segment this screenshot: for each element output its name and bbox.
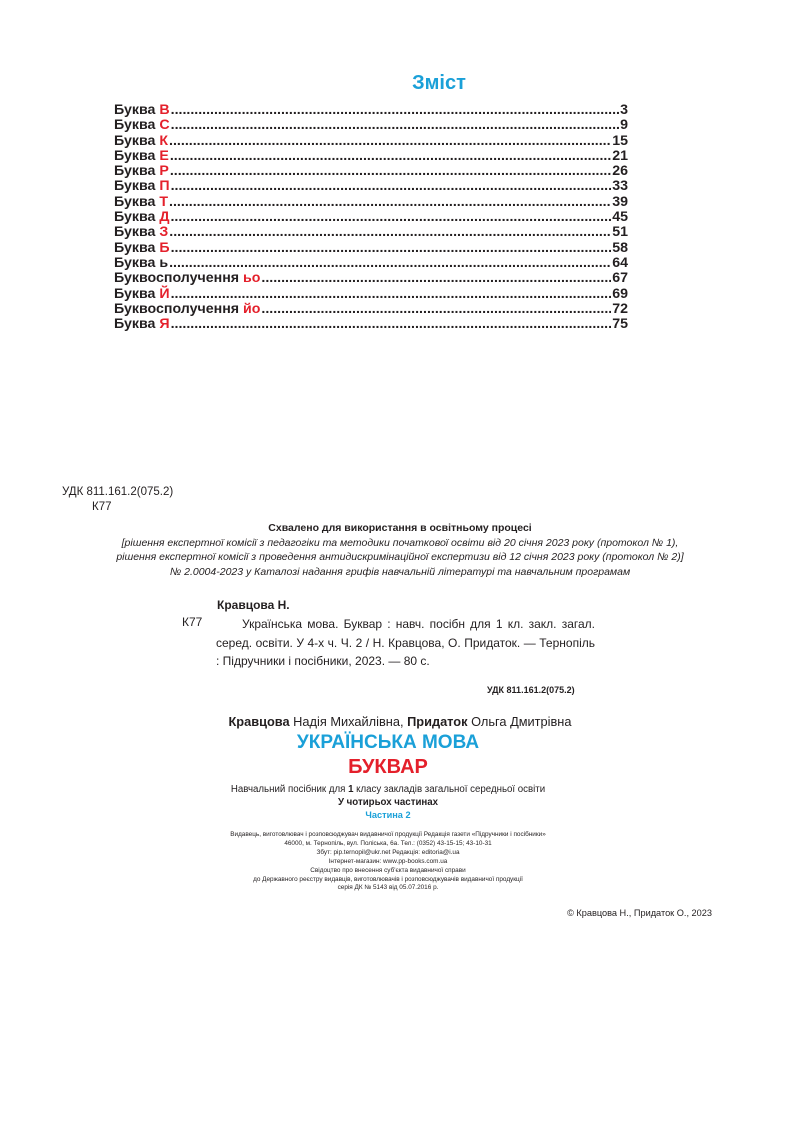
publisher-line: Збут: pip.ternopil@ukr.net Редакція: editoria@i.ua	[316, 848, 460, 856]
publisher-info	[0, 831, 776, 893]
toc-item[interactable]: Буква В ..... 3	[114, 103, 628, 118]
book-description: Навчальний посібник для 1 класу закладів загальної середньої освіти	[230, 784, 546, 795]
toc-item[interactable]: Буква Р ..... 26	[114, 164, 628, 179]
book-title: УКРАЇНСЬКА МОВА	[296, 732, 480, 753]
toc-item[interactable]: Буква П ..... 33	[114, 179, 628, 194]
toc-item[interactable]: Буква Я ..... 75	[114, 317, 628, 332]
toc-item[interactable]: Буква З ..... 51	[114, 225, 628, 240]
book-parts: У чотирьох частинах	[337, 797, 439, 808]
toc-item[interactable]: Буква Д ..... 45	[114, 210, 628, 225]
toc-item[interactable]: Буква Б ..... 58	[114, 241, 628, 256]
toc-item[interactable]: Буквосполучення ьо ..... 67	[114, 271, 628, 286]
toc-title: Зміст	[412, 72, 466, 94]
approval-line: [рішення експертної комісії з педагогіки та методики початкової освіти від 20 січня 2023 року (протокол № 1),	[121, 536, 679, 549]
publisher-line: до Державного реєстру видавців, виготовлювачів і розповсюджувачів видавничої продукції	[253, 875, 523, 883]
book-subtitle: БУКВАР	[348, 756, 428, 778]
authors-line: Кравцова Надія Михайлівна, Придаток Ольга Дмитрівна	[228, 714, 572, 729]
biblio-author: Кравцова Н.	[217, 598, 290, 612]
table-of-contents	[114, 103, 628, 332]
toc-item[interactable]: Буква Й ..... 69	[114, 287, 628, 302]
toc-item[interactable]: Буква ь ..... 64	[114, 256, 628, 271]
approval-heading: Схвалено для використання в освітньому процесі	[268, 522, 532, 534]
toc-item[interactable]: Буква Е ..... 21	[114, 149, 628, 164]
publisher-line: Видавець, виготовлювач і розповсюджувач видавничої продукції Редакція газети «Підручники і посібники»	[230, 831, 546, 838]
publisher-line: Свідоцтво про внесення суб'єкта видавничої справи	[310, 866, 466, 874]
toc-item[interactable]: Буква К ..... 15	[114, 134, 628, 149]
copyright: © Кравцова Н., Придаток О., 2023	[567, 908, 712, 918]
toc-item[interactable]: Буква Т ..... 39	[114, 195, 628, 210]
publisher-line: 46000, м. Тернопіль, вул. Поліська, 6а. Тел.: (0352) 43-15-15; 43-10-31	[284, 839, 492, 847]
biblio-udc: УДК 811.161.2(075.2)	[487, 685, 575, 695]
toc-item[interactable]: Буквосполучення йо ..... 72	[114, 302, 628, 317]
approval-line: № 2.0004-2023 у Каталозі надання грифів навчальній літературі та навчальним програмам	[169, 565, 631, 578]
biblio-code: К77	[182, 615, 203, 629]
udc-code: УДК 811.161.2(075.2)	[62, 486, 174, 498]
publisher-line: Інтернет-магазин: www.pp-books.com.ua	[328, 857, 448, 865]
biblio-description: Українська мова. Буквар : навч. посібн для 1 кл. закл. загал. серед. освіти. У 4-х ч. Ч. 2 / Н. Кравцова, О. Придаток. — Тернопіль : Підручники і посібники, 2023. — 80 с.	[216, 617, 595, 668]
toc-item[interactable]: Буква С ..... 9	[114, 118, 628, 133]
approval-block	[0, 521, 800, 579]
publisher-line: серія ДК № 5143 від 05.07.2016 р.	[337, 884, 439, 892]
approval-line: рішення експертної комісії з проведення антидискримінаційної експертизи від 12 січня 2023 року (протокол № 2)]	[116, 551, 684, 564]
book-part: Частина 2	[365, 810, 411, 820]
author-sign: К77	[92, 501, 112, 513]
